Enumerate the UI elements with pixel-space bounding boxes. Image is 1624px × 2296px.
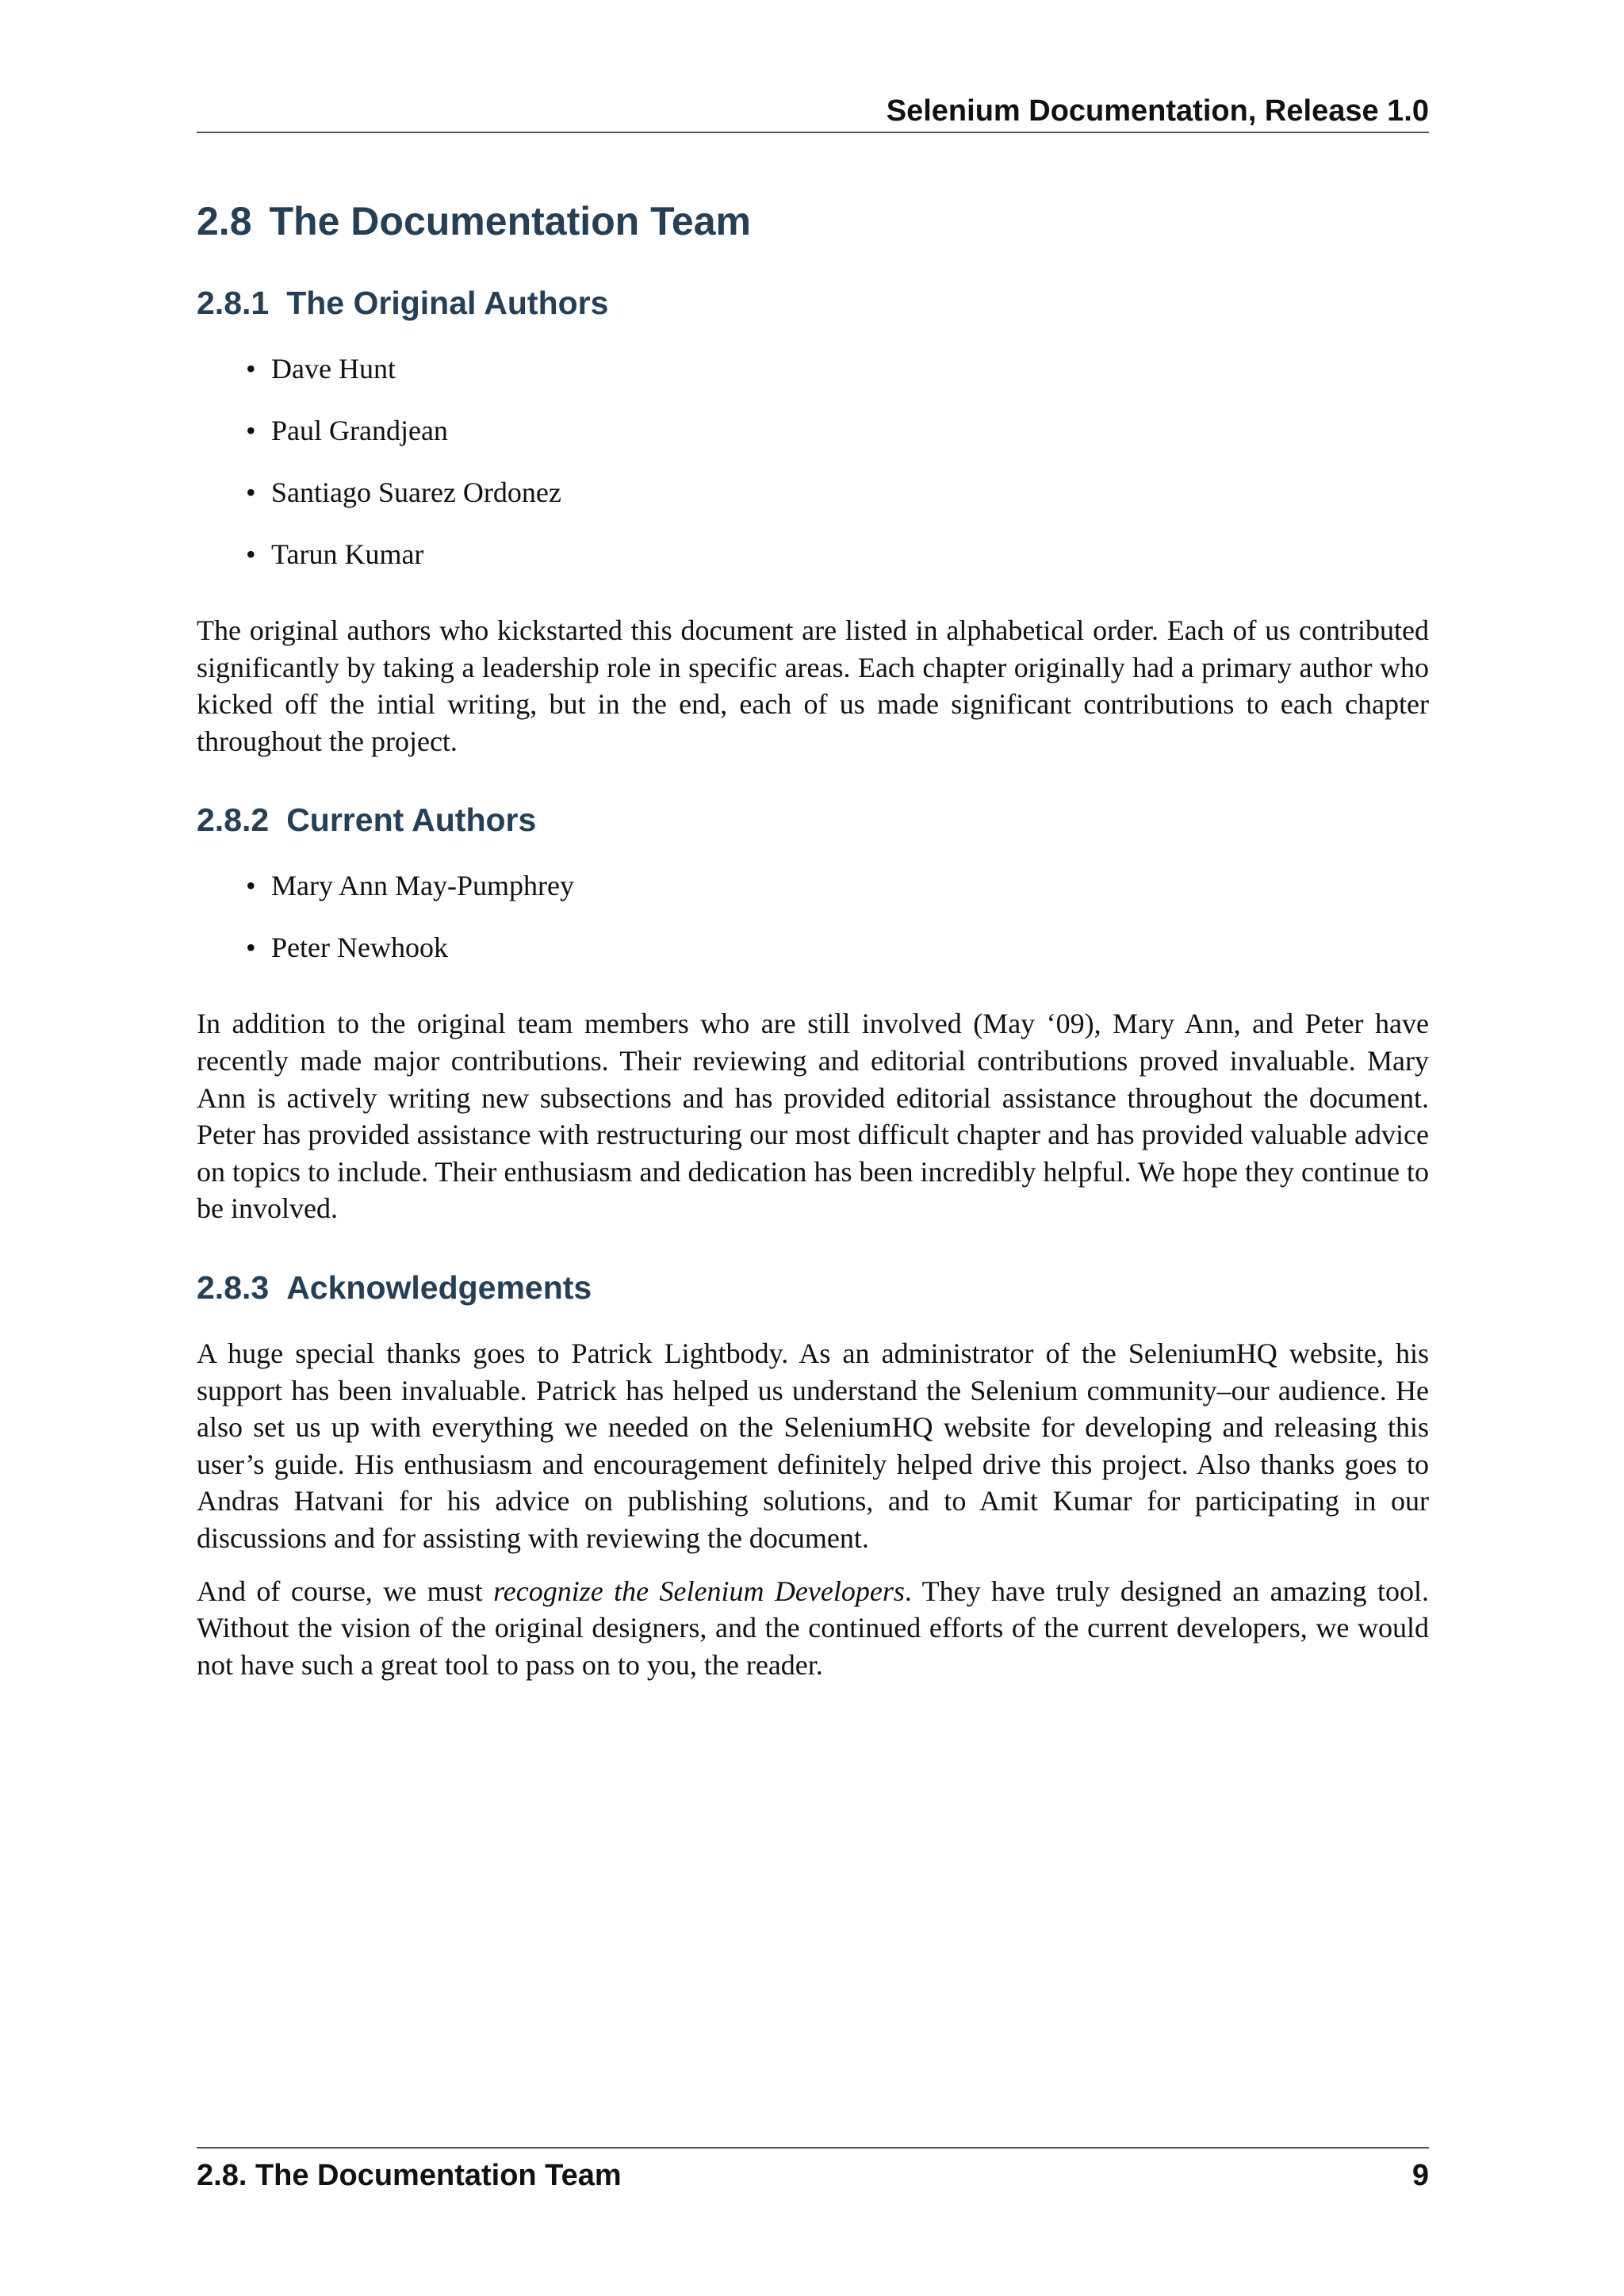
author-name: Peter Newhook xyxy=(271,932,448,964)
subsection-heading-current-authors xyxy=(197,796,1429,844)
running-header: Selenium Documentation, Release 1.0 xyxy=(886,94,1429,128)
current-authors-list xyxy=(197,867,1429,966)
list-item: • Santiago Suarez Ordonez xyxy=(246,476,561,508)
page-number: 9 xyxy=(1411,2159,1429,2192)
original-authors-paragraph: The original authors who kickstarted this document are listed in alphabetical order. Each of us contributed significantly by taking a leadership role in specific areas. Each chapter originally had a primary author who kicked off the intial writing, but in the end, each of us made significant contributions to each chapter throughout the project. xyxy=(197,614,1429,757)
subsection-heading-acknowledgements xyxy=(197,1264,1429,1311)
footer-rule xyxy=(197,2147,1429,2149)
subsection-title: Acknowledgements xyxy=(286,1269,592,1306)
list-item: • Peter Newhook xyxy=(246,932,448,964)
header-rule xyxy=(197,132,1429,133)
acknowledgements-paragraph-1: A huge special thanks goes to Patrick Lightbody. As an administrator of the SeleniumHQ website, his support has been invaluable. Patrick has helped us understand the Selenium community–our audience. He also set us up with everything we needed on the SeleniumHQ website for developing and releasing this user’s guide. His enthusiasm and encouragement definitely helped drive this project. Also thanks goes to Andras Hatvani for his advice on publishing solutions, and to Amit Kumar for participating in our discussions and for assisting with reviewing the document. xyxy=(197,1337,1429,1554)
author-name: Santiago Suarez Ordonez xyxy=(271,476,561,508)
list-item: • Paul Grandjean xyxy=(246,415,448,446)
selenium-developers-link[interactable]: recognize the Selenium Developers xyxy=(493,1575,905,1607)
subsection-number: 2.8.2 xyxy=(197,802,270,839)
document-page xyxy=(197,0,1429,2296)
author-name: Tarun Kumar xyxy=(271,538,424,570)
subsection-number: 2.8.1 xyxy=(197,285,270,321)
author-name: Paul Grandjean xyxy=(271,415,448,446)
page-content xyxy=(197,190,1429,1683)
list-item: • Dave Hunt xyxy=(246,353,396,385)
list-item: • Mary Ann May-Pumphrey xyxy=(246,870,574,902)
author-name: Dave Hunt xyxy=(271,353,396,385)
subsection-number: 2.8.3 xyxy=(197,1269,270,1306)
section-number: 2.8 xyxy=(197,199,252,243)
footer-section-label: 2.8. The Documentation Team xyxy=(197,2159,622,2192)
section-heading xyxy=(197,190,1429,252)
section-title: The Documentation Team xyxy=(269,199,751,243)
list-item: • Tarun Kumar xyxy=(246,538,424,570)
acknowledgements-paragraph-2: And of course, we must recognize the Selenium Developers. They have truly designed an amazing tool. Without the vision of the original designers, and the continued efforts of the current developers, we would not have such a great tool to pass on to you, the reader. xyxy=(197,1575,1429,1681)
current-authors-paragraph: In addition to the original team members who are still involved (May ‘09), Mary Ann, and Peter have recently made major contributions. Their reviewing and editorial contributions proved invaluable. Mary Ann is actively writing new subsections and has provided editorial assistance throughout the document. Peter has provided assistance with restructuring our most difficult chapter and has provided valuable advice on topics to include. Their enthusiasm and dedication has been incredibly helpful. We hope they continue to be involved. xyxy=(197,1008,1429,1225)
original-authors-list xyxy=(197,350,1429,572)
subsection-title: The Original Authors xyxy=(286,285,609,321)
subsection-title: Current Authors xyxy=(286,802,537,839)
subsection-heading-original-authors xyxy=(197,279,1429,327)
author-name: Mary Ann May-Pumphrey xyxy=(271,870,574,902)
